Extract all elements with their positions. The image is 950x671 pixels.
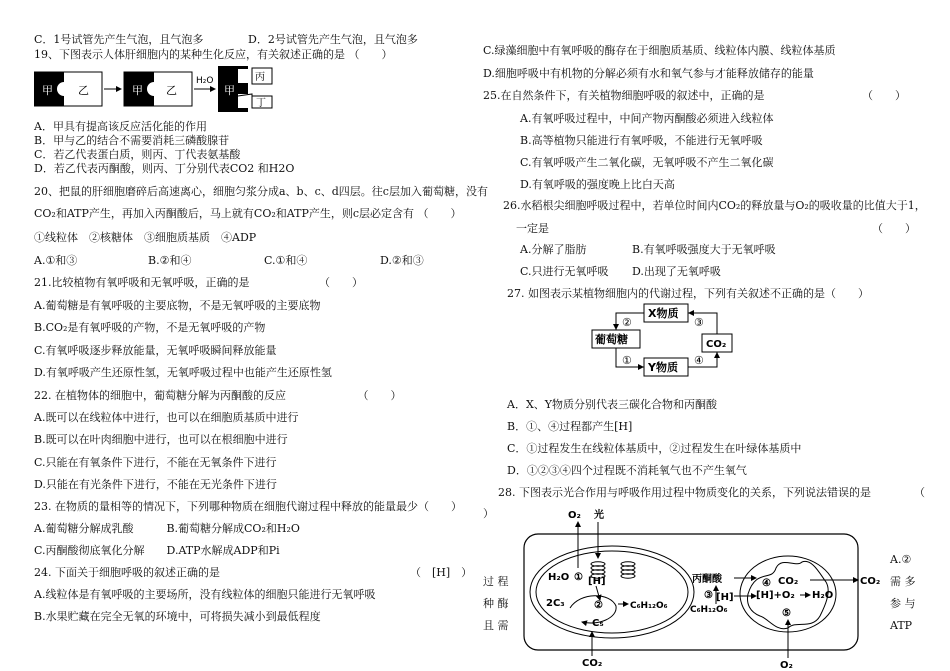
question-20-items: ①线粒体 ②核糖体 ③细胞质基质 ④ADP	[34, 231, 257, 244]
question-24: 24. 下面关于细胞呼吸的叙述正确的是	[34, 566, 220, 579]
side-text-right-3: 参 与	[890, 597, 916, 610]
q24-option-b: B.水果贮藏在完全无氧的环境中，可将损失减小到最低程度	[34, 610, 321, 623]
q20-option-c: C.①和④	[264, 254, 308, 267]
q19-jia-3: 甲	[224, 84, 235, 97]
q21-option-c: C.有氧呼吸逐步释放能量，无氧呼吸瞬间释放能量	[34, 344, 277, 357]
q28-o2-bottom: O₂	[780, 660, 793, 670]
option-d-prev: D．2号试管先产生气泡，且气泡多	[248, 33, 418, 46]
q26-paren: （ ）	[872, 222, 916, 235]
q25-option-d: D.有氧呼吸的强度晚上比白天高	[520, 178, 675, 191]
question-26-line1: 26.水稻根尖细胞呼吸过程中，若单位时间内CO₂的释放量与O₂的吸收量的比值大于1，	[503, 199, 926, 212]
q28-glucose-chloro: C₆H₁₂O₆	[630, 601, 668, 611]
side-text-right-1: A.②	[890, 553, 912, 566]
q26-option-b: B.有氧呼吸强度大于无氧呼吸	[632, 243, 776, 256]
q28-co2-bottom: CO₂	[582, 658, 603, 669]
question-20-line2: CO₂和ATP产生，再加入丙酮酸后，马上就有CO₂和ATP产生，则c层必定含有 （ ）	[34, 207, 462, 220]
q27-option-b: B．①、④过程都产生[H]	[507, 420, 633, 433]
q27-step-1: ①	[622, 354, 632, 367]
question-20-line1: 20、把鼠的肝细胞磨碎后高速离心，细胞匀浆分成a、b、c、d四层。往c层加入葡萄糖，没有	[34, 185, 488, 198]
q24-paren: （ [H] ）	[410, 566, 473, 579]
q22-option-c: C.只能在有氧条件下进行，不能在无氧条件下进行	[34, 456, 277, 469]
q28-step-2: ②	[594, 600, 603, 611]
q28-co2-right: CO₂	[860, 576, 881, 587]
question-25: 25.在自然条件下，有关植物细胞呼吸的叙述中，正确的是	[483, 89, 765, 102]
q28-o2-top: O₂	[568, 510, 581, 521]
q24-option-d: D.细胞呼吸中有机物的分解必须有水和氧气参与才能释放储存的能量	[483, 67, 814, 80]
q27-step-4: ④	[694, 354, 704, 367]
q28-h-o2: [H]+O₂	[756, 590, 795, 601]
q28-h-chloro: [H]	[588, 576, 606, 587]
q28-h-cyto: [H]	[716, 592, 734, 603]
q19-ding: 丁	[256, 98, 266, 109]
question-28: 28. 下图表示光合作用与呼吸作用过程中物质变化的关系，下列说法错误的是	[498, 486, 871, 499]
q21-option-b: B.CO₂是有氧呼吸的产物，不是无氧呼吸的产物	[34, 321, 266, 334]
q28-paren-open: （	[914, 486, 925, 499]
q19-option-c: C．若乙代表蛋白质，则丙、丁代表氨基酸	[34, 148, 241, 161]
q28-co2-mito: CO₂	[778, 576, 799, 587]
q19-reaction-figure	[34, 64, 274, 114]
q25-paren: （ ）	[862, 89, 906, 102]
q27-glucose: 葡萄糖	[595, 333, 628, 346]
side-text-left-1: 过 程	[483, 575, 509, 588]
q27-y: Y物质	[648, 361, 678, 374]
q21-option-a: A.葡萄糖是有氧呼吸的主要底物，不是无氧呼吸的主要底物	[34, 299, 321, 312]
q19-yi-2: 乙	[166, 84, 177, 97]
q19-option-b: B．甲与乙的结合不需要消耗三磷酸腺苷	[34, 134, 230, 147]
q28-light: 光	[594, 510, 604, 521]
side-text-left-3: 且 需	[483, 619, 509, 632]
q21-option-d: D.有氧呼吸产生还原性氢，无氧呼吸过程中也能产生还原性氢	[34, 366, 332, 379]
side-text-right-4: ATP	[890, 619, 913, 632]
q28-h2o-mito: H₂O	[812, 590, 834, 601]
q20-option-a: A.①和③	[34, 254, 78, 267]
q27-metabolism-figure	[590, 302, 740, 382]
q19-yi-1: 乙	[78, 84, 89, 97]
q19-jia-1: 甲	[42, 84, 53, 97]
question-26-line2: 一定是	[516, 222, 549, 235]
q27-option-d: D．①②③④四个过程既不消耗氧气也不产生氧气	[507, 464, 747, 477]
side-text-right-2: 需 多	[890, 575, 916, 588]
question-27: 27. 如图表示某植物细胞内的代谢过程，下列有关叙述不正确的是（ ）	[507, 287, 869, 300]
q27-step-2: ②	[622, 316, 632, 329]
question-19: 19、下图表示人体肝细胞内的某种生化反应，有关叙述正确的是 （ ）	[34, 48, 393, 61]
q22-option-b: B.既可以在叶肉细胞中进行，也可以在根细胞中进行	[34, 433, 288, 446]
q25-option-a: A.有氧呼吸过程中，中间产物丙酮酸必须进入线粒体	[520, 112, 774, 125]
q28-step-4: ④	[762, 578, 771, 589]
q28-paren-close: ）	[483, 507, 494, 520]
q27-x: X物质	[648, 307, 679, 320]
question-23: 23. 在物质的量相等的情况下，下列哪种物质在细胞代谢过程中释放的能量最少（ ）	[34, 500, 462, 513]
q28-step-3: ③	[704, 590, 713, 601]
q23-option-ab: A.葡萄糖分解成乳酸 B.葡萄糖分解成CO₂和H₂O	[34, 522, 300, 535]
q23-option-cd: C.丙酮酸彻底氧化分解 D.ATP水解成ADP和Pi	[34, 544, 280, 557]
q19-bing: 丙	[255, 72, 265, 83]
q19-option-d: D．若乙代表丙酮酸，则丙、丁分别代表CO2 和H2O	[34, 162, 295, 175]
q19-jia-2: 甲	[132, 84, 143, 97]
q27-co2: CO₂	[706, 339, 727, 350]
q28-step-5: ⑤	[782, 608, 791, 619]
q25-option-b: B.高等植物只能进行有氧呼吸，不能进行无氧呼吸	[520, 134, 763, 147]
q20-option-b: B.②和④	[148, 254, 192, 267]
q27-step-3: ③	[694, 316, 704, 329]
q28-step-1: ①	[574, 572, 583, 583]
q19-option-a: A．甲具有提高该反应活化能的作用	[34, 120, 207, 133]
q27-option-c: C．①过程发生在线粒体基质中，②过程发生在叶绿体基质中	[507, 442, 802, 455]
q25-option-c: C.有氧呼吸产生二氧化碳，无氧呼吸不产生二氧化碳	[520, 156, 774, 169]
question-22: 22. 在植物体的细胞中，葡萄糖分解为丙酮酸的反应 （ ）	[34, 389, 402, 402]
q22-option-d: D.只能在有光条件下进行，不能在无光条件下进行	[34, 478, 277, 491]
q22-option-a: A.既可以在线粒体中进行，也可以在细胞质基质中进行	[34, 411, 299, 424]
q26-option-a: A.分解了脂肪	[520, 243, 587, 256]
q24-option-c: C.绿藻细胞中有氧呼吸的酶存在于细胞质基质、线粒体内膜、线粒体基质	[483, 44, 836, 57]
q20-option-d: D.②和③	[380, 254, 424, 267]
q28-c5: C₅	[592, 618, 604, 629]
q28-pyruvate: 丙酮酸	[692, 574, 722, 585]
q24-option-a: A.线粒体是有氧呼吸的主要场所，没有线粒体的细胞只能进行无氧呼吸	[34, 588, 376, 601]
q28-h2o-left: H₂O	[548, 572, 570, 583]
side-text-left-2: 种 酶	[483, 597, 509, 610]
q27-option-a: A．X、Y物质分别代表三碳化合物和丙酮酸	[507, 398, 718, 411]
q28-cell-figure	[520, 508, 888, 670]
q28-glucose-cyto: C₆H₁₂O₆	[690, 605, 728, 615]
q19-h2o: H₂O	[196, 76, 214, 86]
question-21: 21.比较植物有氧呼吸和无氧呼吸，正确的是 （ ）	[34, 276, 363, 289]
q26-option-c: C.只进行无氧呼吸	[520, 265, 609, 278]
q26-option-d: D.出现了无氧呼吸	[632, 265, 721, 278]
option-c-prev: C．1号试管先产生气泡，且气泡多	[34, 33, 204, 46]
q28-2c3: 2C₃	[546, 598, 565, 609]
